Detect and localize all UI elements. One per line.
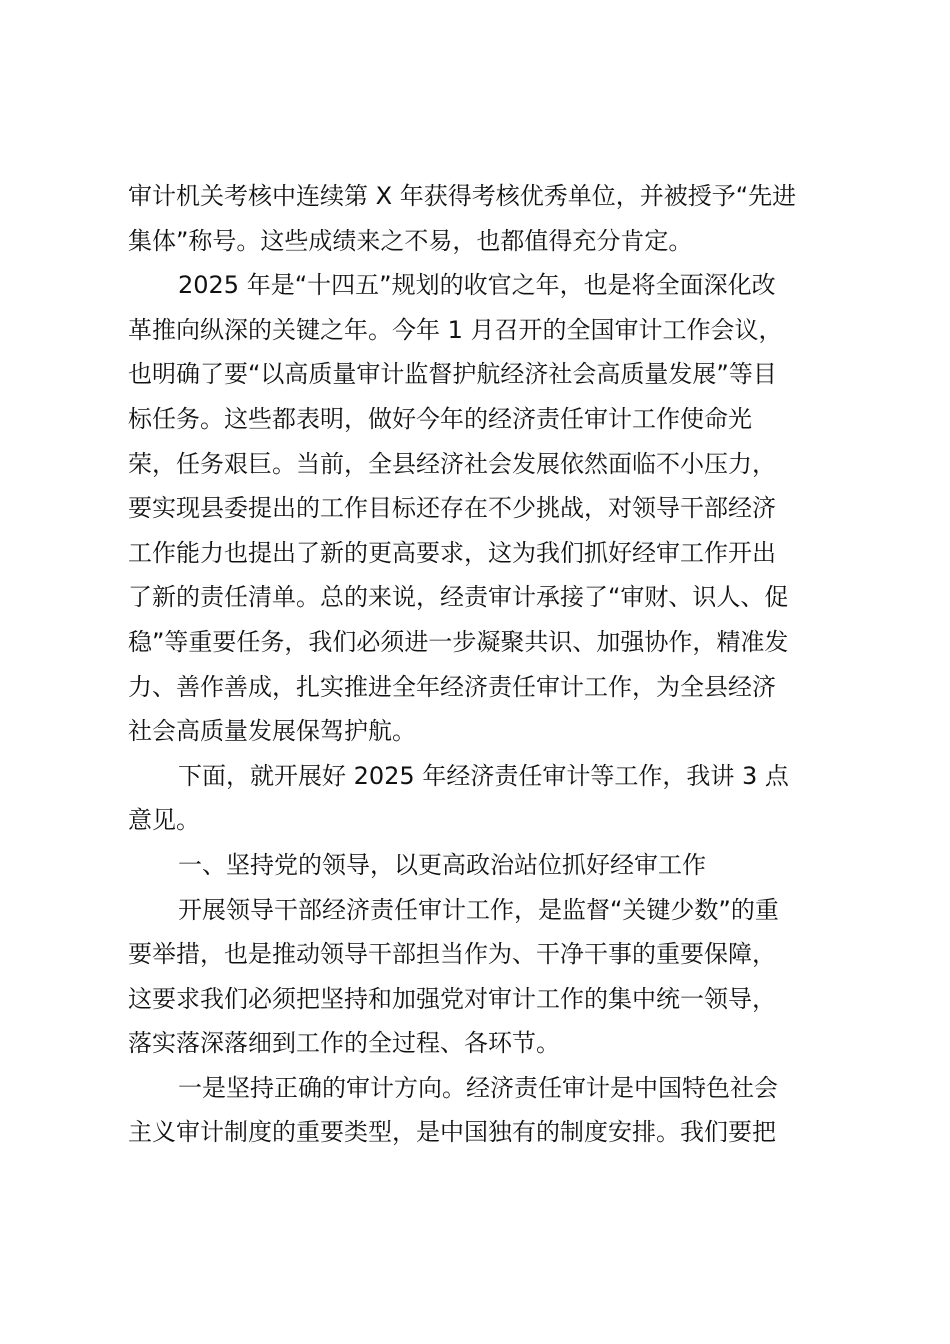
text-line: 开展领导干部经济责任审计工作，是监督“关键少数”的重 — [178, 895, 779, 924]
text-line: 审计机关考核中连续第 X 年获得考核优秀单位，并被授予“先进 — [128, 182, 797, 210]
text-line: 这要求我们必须把坚持和加强党对审计工作的集中统一领导， — [128, 984, 776, 1013]
text-line: 标任务。这些都表明，做好今年的经济责任审计工作使命光 — [128, 404, 752, 433]
text-line: 稳”等重要任务，我们必须进一步凝聚共识、加强协作，精准发 — [128, 627, 789, 656]
body-text — [128, 174, 828, 1155]
text-line: 也明确了要“以高质量审计监督护航经济社会高质量发展”等目 — [128, 360, 777, 389]
text-line: 社会高质量发展保驾护航。 — [128, 717, 416, 746]
text-line: 集体”称号。这些成绩来之不易，也都值得充分肯定。 — [128, 226, 693, 255]
text-line: 要举措，也是推动领导干部担当作为、干净干事的重要保障， — [128, 940, 776, 969]
text-line: 一是坚持正确的审计方向。经济责任审计是中国特色社会 — [178, 1073, 778, 1102]
text-line: 主义审计制度的重要类型，是中国独有的制度安排。我们要把 — [128, 1118, 776, 1147]
text-line: 工作能力也提出了新的更高要求，这为我们抓好经审工作开出 — [128, 538, 776, 567]
text-line: 了新的责任清单。总的来说，经责审计承接了“审财、识人、促 — [128, 583, 789, 612]
text-line: 一、坚持党的领导，以更高政治站位抓好经审工作 — [178, 850, 706, 879]
text-line: 意见。 — [128, 806, 200, 835]
text-line: 荣，任务艰巨。当前，全县经济社会发展依然面临不小压力， — [128, 449, 776, 478]
text-line: 落实落深落细到工作的全过程、各环节。 — [128, 1029, 560, 1058]
text-line: 力、善作善成，扎实推进全年经济责任审计工作，为全县经济 — [128, 672, 776, 701]
text-line: 要实现县委提出的工作目标还存在不少挑战，对领导干部经济 — [128, 494, 776, 523]
text-line: 下面，就开展好 2025 年经济责任审计等工作，我讲 3 点 — [178, 761, 789, 790]
text-line: 革推向纵深的关键之年。今年 1 月召开的全国审计工作会议， — [128, 315, 783, 344]
text-line: 2025 年是“十四五”规划的收官之年，也是将全面深化改 — [178, 271, 776, 300]
